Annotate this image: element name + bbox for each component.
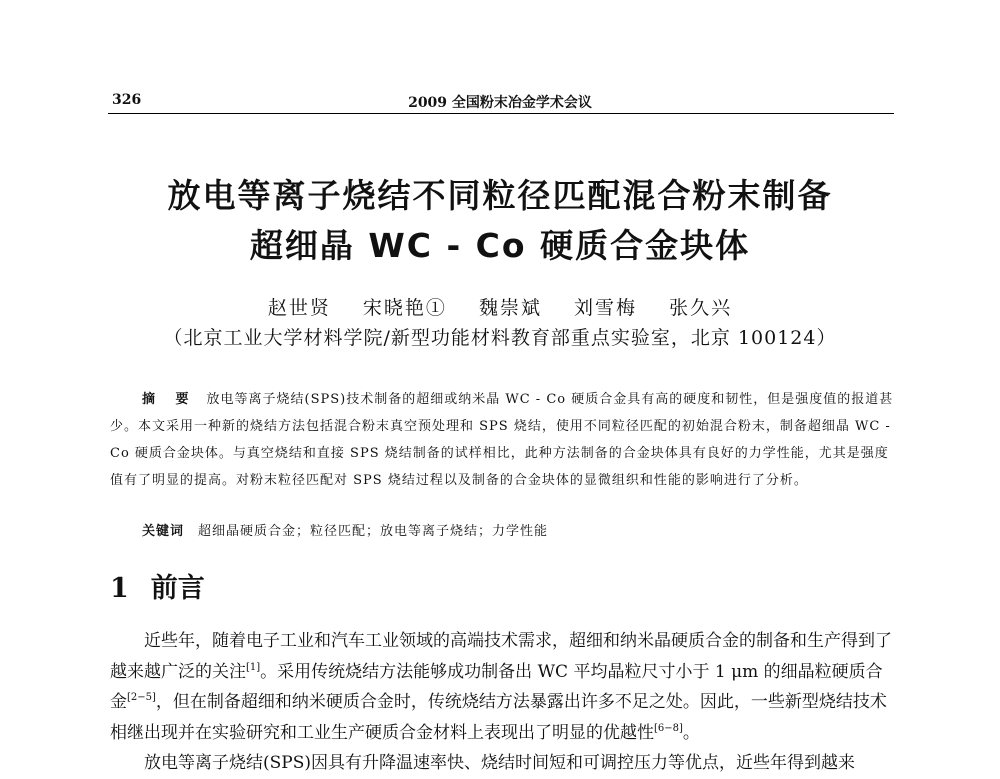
header-rule [108, 113, 894, 114]
section-number: 1 [110, 573, 129, 604]
text-run: 。采用传统烧结方法能够成功制备出 WC 平均晶粒尺寸小于 1 μm 的细晶粒硬质合金 [110, 661, 883, 712]
affiliation: （北京工业大学材料学院/新型功能材料教育部重点实验室，北京 100124） [163, 327, 837, 349]
keywords-text: 超细晶硬质合金；粒径匹配；放电等离子烧结；力学性能 [198, 524, 549, 539]
paragraph: 放电等离子烧结(SPS)因具有升降温速率快、烧结时间短和可调控压力等优点，近些年得到越来 [144, 753, 855, 773]
text-run: 近些年，随着电子工业和汽车工业领域的高端技术需求，超细和纳米晶硬质合金的制备和生产得到了越来越广泛的关注 [110, 631, 892, 682]
page-number: 326 [112, 92, 142, 108]
author-list [0, 293, 1000, 320]
citation: [1] [246, 661, 261, 673]
author: 刘雪梅 [574, 297, 638, 319]
author: 魏崇斌 [478, 297, 542, 319]
paper-title-line-2: 超细晶 WC - Co 硬质合金块体 [249, 226, 751, 265]
paper-title-line-1: 放电等离子烧结不同粒径匹配混合粉末制备 [167, 176, 833, 215]
running-header: 2009 全国粉末冶金学术会议 [408, 95, 592, 111]
author: 张久兴 [669, 297, 733, 319]
section-heading [110, 566, 205, 605]
citation: [6−8] [654, 722, 683, 734]
citation: [2−5] [127, 692, 156, 703]
abstract [110, 386, 894, 494]
author: 赵世贤 [267, 297, 331, 319]
body-text [110, 626, 894, 779]
section-title: 前言 [150, 573, 205, 604]
text-run: ，但在制备超细和纳米硬质合金时，传统烧结方法暴露出许多不足之处。因此，一些新型烧结技术相继出现并在实验研究和工业生产硬质合金材料上表现出了明显的优越性 [110, 692, 887, 743]
keywords-label: 关键词 [142, 524, 185, 539]
author: 宋晓艳① [362, 297, 447, 319]
keywords [142, 520, 894, 539]
paragraph [110, 626, 894, 748]
abstract-label: 摘 要 [142, 392, 197, 407]
text-run: 。 [682, 722, 700, 743]
abstract-text: 放电等离子烧结(SPS)技术制备的超细或纳米晶 WC - Co 硬质合金具有高的硬度和韧性，但是强度值的报道甚少。本文采用一种新的烧结方法包括混合粉末真空预处理和 SPS 烧结，使用不同粒径匹配的初始混合粉末，制备超细晶 WC - Co 硬质合金块体。与真空烧结和直接 SPS 烧结制备的试样相比，此种方法制备的合金块体具有良好的力学性能，尤其是强度值有了明显的提高。对粉末粒径匹配对 SPS 烧结过程以及制备的合金块体的显微组织和性能的影响进行了分析。 [110, 392, 894, 488]
